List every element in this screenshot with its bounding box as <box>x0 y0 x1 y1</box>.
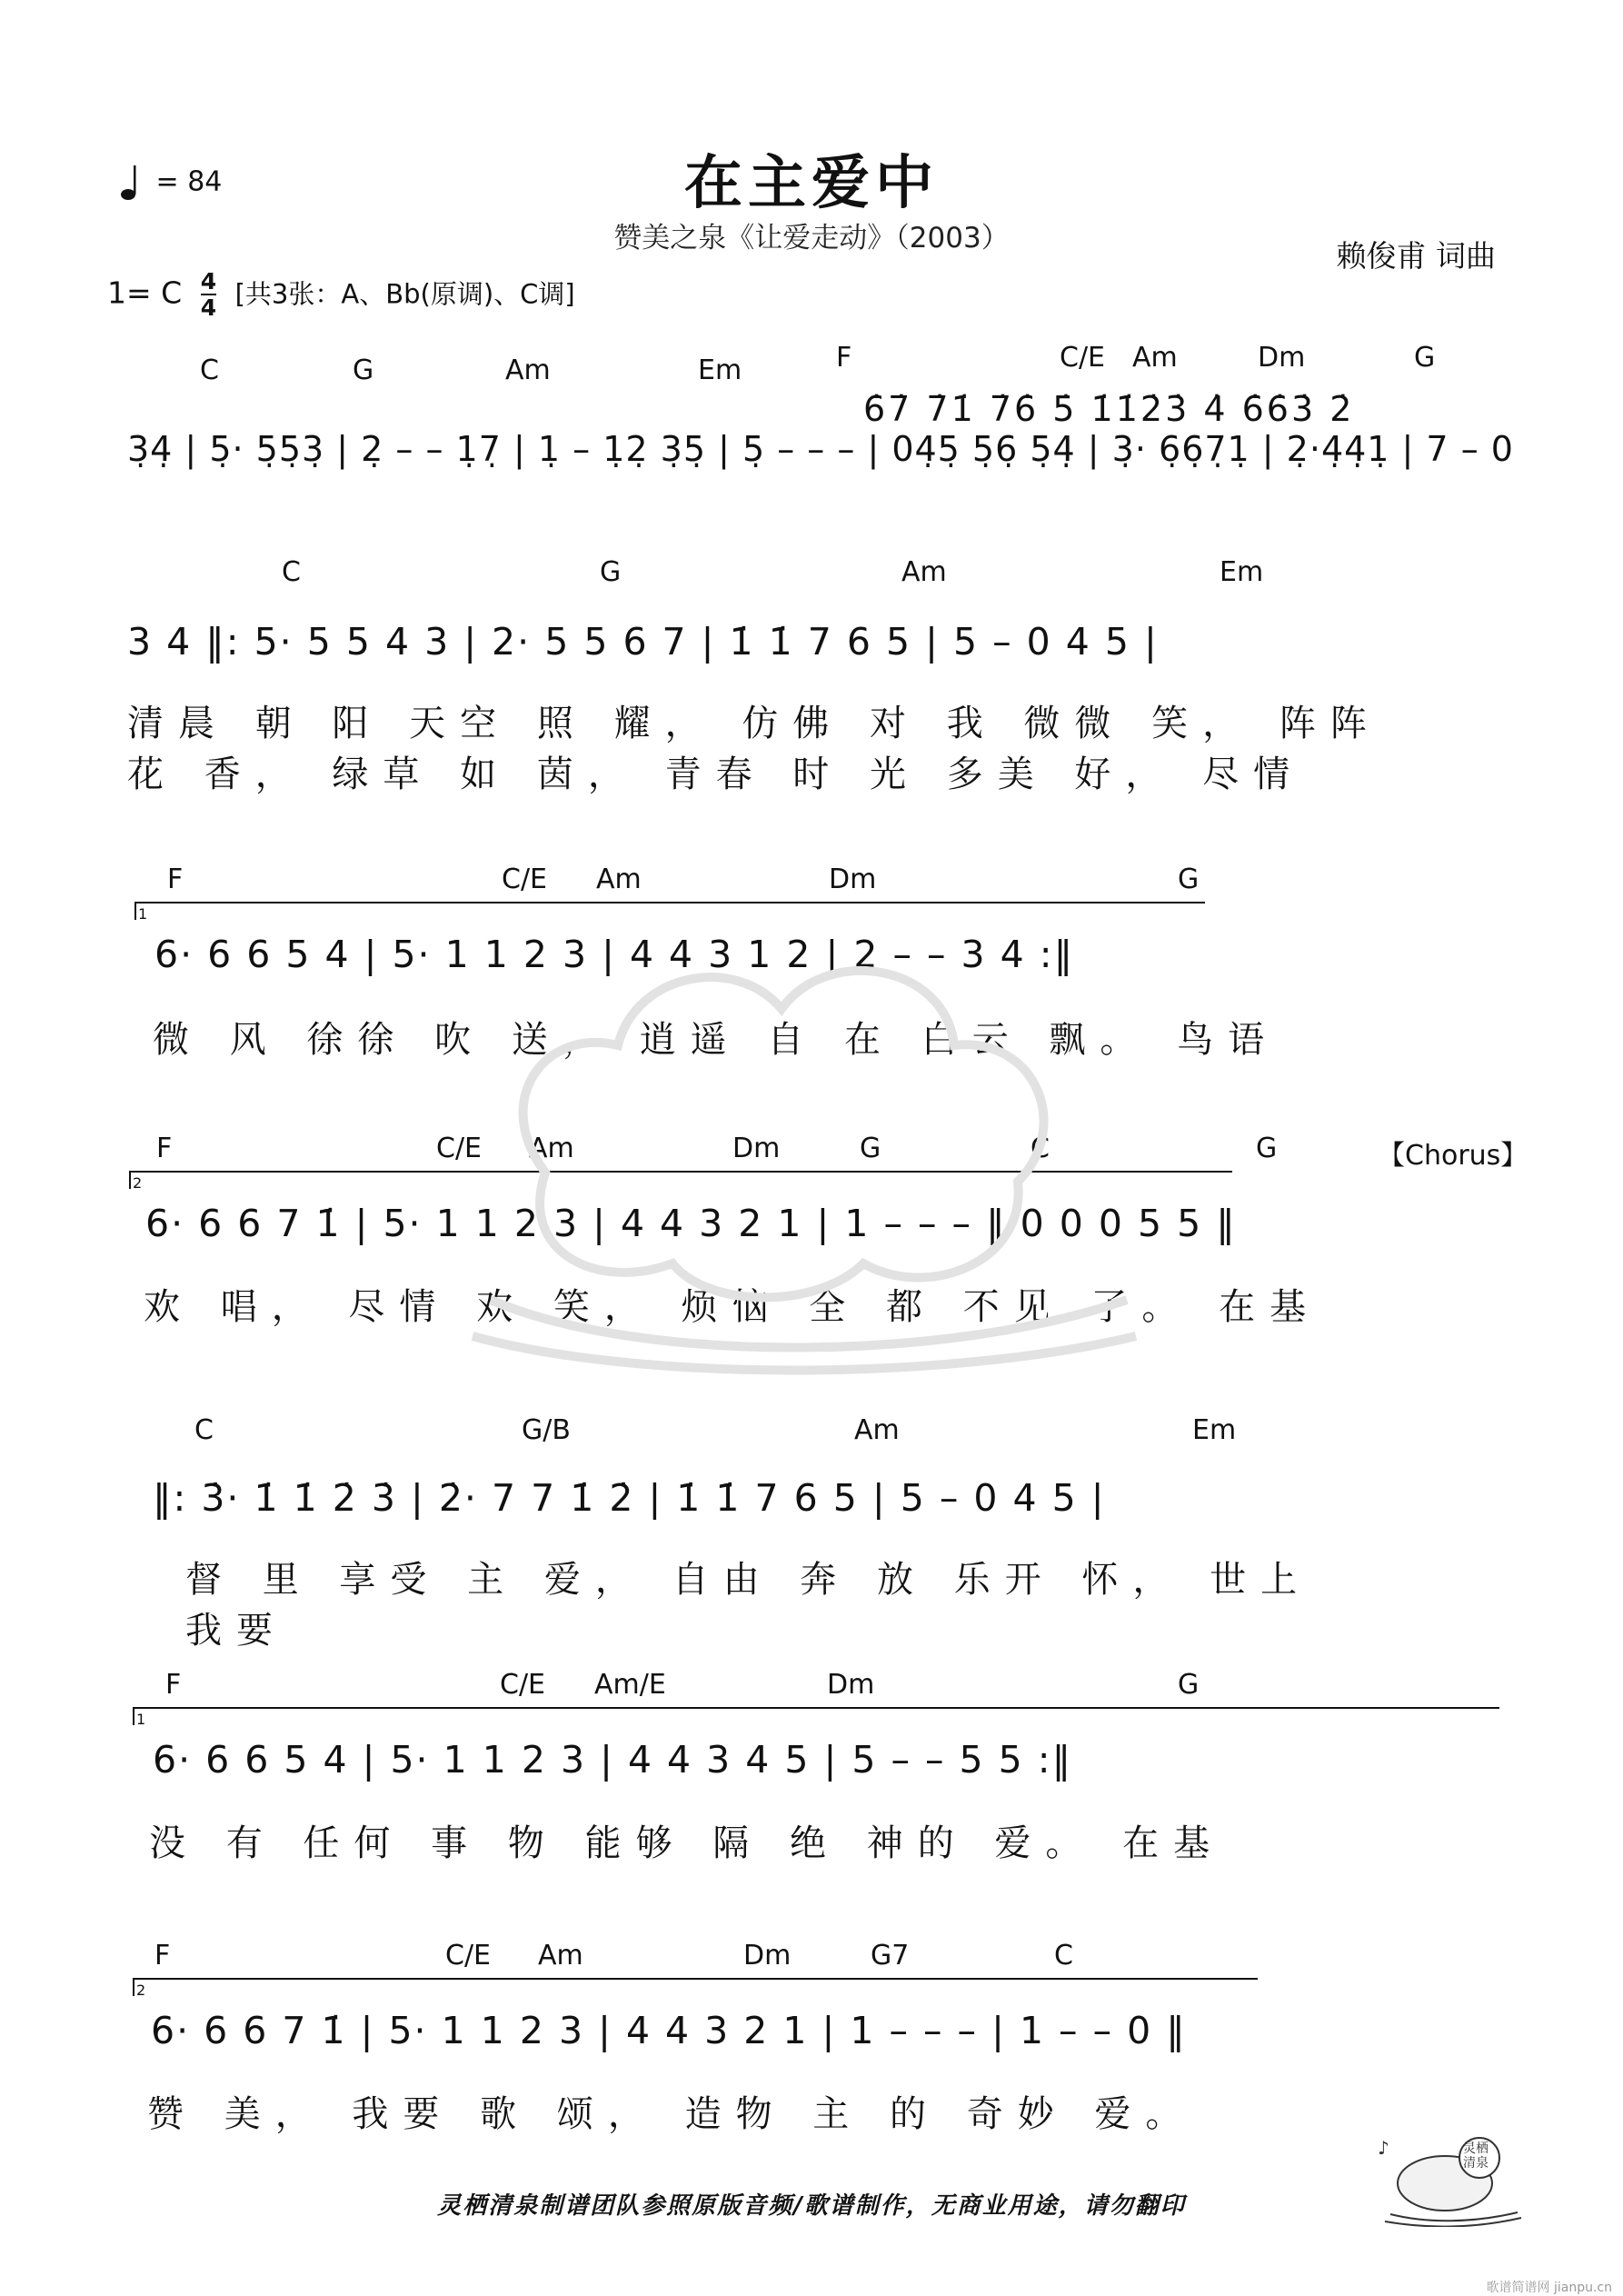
chord: C <box>1054 1940 1073 1972</box>
song-title: 在主爱中 <box>684 150 939 217</box>
volta-bracket <box>133 1707 1499 1725</box>
volta-number: 1 <box>136 1711 146 1728</box>
notes-row: 6· 6 6 5 4 | 5· 1 1 2 3 | 4 4 3 1 2 | 2 – – 3 4 :‖ <box>154 933 1075 976</box>
sheep-watermark <box>436 873 1145 1382</box>
time-signature <box>201 269 216 320</box>
notes-row: 6· 6 6 5 4 | 5· 1 1 2 3 | 4 4 3 4 5 | 5 – – 5 5 :‖ <box>153 1738 1073 1782</box>
chord: Dm <box>743 1940 792 1972</box>
intro-notes: 3̣4̣ | 5̣· 5̣5̣3̣ | 2̣ – – 1̣7̣ | 1̣ – 1̣2̣ 3̣5̣ | 5̣ – – – | 04̣5̣ 5̣6̣ 5̣4̣ | 3̣· 6̣6̣7̣1̣ | 2̣·4̣4̣1̣ | 7 – 0 <box>127 429 1514 469</box>
lyrics-line: 清晨 朝 阳 天空 照 耀， 仿佛 对 我 微微 笑， 阵阵 <box>127 703 1381 744</box>
chord: C/E <box>1060 342 1106 374</box>
chord: Am <box>529 1133 574 1164</box>
chord: Dm <box>829 863 877 895</box>
intro-system <box>0 342 1623 491</box>
chord: Am <box>538 1940 583 1972</box>
chord: G <box>1414 342 1436 374</box>
time-sig-bottom: 4 <box>200 294 217 321</box>
chord: G <box>1256 1133 1278 1164</box>
volta-number: 2 <box>136 1982 146 1999</box>
chord: G7 <box>871 1940 910 1972</box>
lyrics-line: 欢 唱， 尽情 欢 笑， 烦恼 全 都 不见 了。 在基 <box>144 1286 1321 1328</box>
chord: Am <box>1132 342 1178 374</box>
chord: Dm <box>732 1133 781 1164</box>
time-sig-top: 4 <box>200 268 217 294</box>
logo-text: 灵栖清泉 <box>1463 2141 1489 2171</box>
chord-row <box>0 1940 1623 1976</box>
chord: G/B <box>522 1414 571 1446</box>
volta-number: 1 <box>138 905 148 923</box>
chord: C/E <box>502 863 548 895</box>
chorus-label: 【Chorus】 <box>1378 1140 1528 1172</box>
chord: Am/E <box>594 1669 666 1701</box>
publisher-logo <box>1372 2127 1527 2227</box>
chord: Am <box>854 1414 900 1446</box>
volta-number: 2 <box>133 1174 143 1192</box>
notes-row: ‖: 3̇· 1̇ 1̇ 2̇ 3̇ | 2̇· 7 7 1̇ 2̇ | 1̇ 1̇ 7 6 5 | 5 – 0 4 5 | <box>153 1476 1106 1520</box>
lyrics-line: 微 风 徐徐 吹 送， 逍遥 自 在 白云 飘。 鸟语 <box>153 1019 1279 1061</box>
chord: F <box>154 1940 171 1972</box>
chord: G <box>1178 1669 1200 1701</box>
chord: F <box>167 863 184 895</box>
chord: Am <box>596 863 642 895</box>
site-watermark: 歌谱简谱网 jianpu.cn <box>1486 2281 1612 2295</box>
tempo-value: = 84 <box>155 165 223 198</box>
verse-system-1 <box>0 556 1623 793</box>
chorus-system-2 <box>0 1669 1623 1878</box>
chord: Dm <box>827 1669 875 1701</box>
chord: G <box>600 556 622 588</box>
composer-credit: 赖俊甫 词曲 <box>1336 238 1496 274</box>
chorus-system-1 <box>0 1414 1623 1660</box>
lyrics-line: 没 有 任何 事 物 能够 隔 绝 神的 爱。 在基 <box>149 1822 1225 1864</box>
chord: C <box>1031 1133 1050 1164</box>
chord: G <box>860 1133 881 1164</box>
lyrics-line: 我要 <box>185 1610 287 1652</box>
footer-note: 灵栖清泉制谱团队参照原版音频/歌谱制作，无商业用途，请勿翻印 <box>437 2192 1186 2220</box>
notes-row: 6· 6 6 7 1̇ | 5· 1 1 2 3 | 4 4 3 2 1 | 1 – – – | 1 – – 0 ‖ <box>151 2009 1187 2052</box>
notes-row: 3 4 ‖: 5· 5 5 4 3 | 2· 5 5 6 7 | 1̇ 1̇ 7 6 5 | 5 – 0 4 5 | <box>127 620 1159 664</box>
chord-row <box>0 342 1623 391</box>
volta-bracket <box>133 1978 1258 1996</box>
intro-upper-notes: 6̇7̇ 7̇1̇ 7̇6̇ 5̇ 1̇1̇2̇3̇ 4̇ 6̇6̇3̇ 2̇ <box>863 389 1355 429</box>
quarter-note-icon <box>120 164 140 202</box>
chord: C <box>194 1414 214 1446</box>
lyrics-line: 花 香， 绿草 如 茵， 青春 时 光 多美 好， 尽情 <box>127 754 1305 795</box>
chord: C <box>200 354 219 386</box>
chord: Dm <box>1258 342 1306 374</box>
chord: Em <box>698 354 742 386</box>
chord: F <box>165 1669 182 1701</box>
chord: C/E <box>436 1133 483 1164</box>
chord: G <box>353 354 374 386</box>
chord: Em <box>1220 556 1264 588</box>
chorus-system-3 <box>0 1940 1623 2149</box>
chord: G <box>1178 863 1200 895</box>
chord: C <box>282 556 301 588</box>
tempo-marking <box>120 164 222 202</box>
chord-row <box>0 1669 1623 1705</box>
sheep-logo-icon <box>1372 2127 1527 2227</box>
chord: Am <box>901 556 947 588</box>
chord: F <box>156 1133 173 1164</box>
key-note: [共3张：A、Bb(原调)、C调] <box>234 278 575 310</box>
song-subtitle: 赞美之泉《让爱走动》（2003） <box>613 222 1010 255</box>
notes-row: 6· 6 6 7 1̇ | 5· 1 1 2 3 | 4 4 3 2 1 | 1 – – – ‖ 0 0 0 5 5 ‖ <box>145 1202 1237 1245</box>
chord: C/E <box>500 1669 546 1701</box>
chord: F <box>836 342 852 374</box>
key-prefix: 1= C <box>107 275 183 311</box>
lyrics-line: 赞 美， 我要 歌 颂， 造物 主 的 奇妙 爱。 <box>147 2093 1197 2135</box>
chord: C/E <box>445 1940 492 1972</box>
chord-row <box>0 1414 1623 1451</box>
chord: Em <box>1192 1414 1237 1446</box>
key-signature <box>107 269 575 320</box>
lyrics-line: 督 里 享受 主 爱， 自由 奔 放 乐开 怀， 世上 <box>185 1559 1312 1601</box>
chord: Am <box>505 354 551 386</box>
chord-row <box>0 556 1623 593</box>
svg-text:♪: ♪ <box>1378 2137 1389 2159</box>
